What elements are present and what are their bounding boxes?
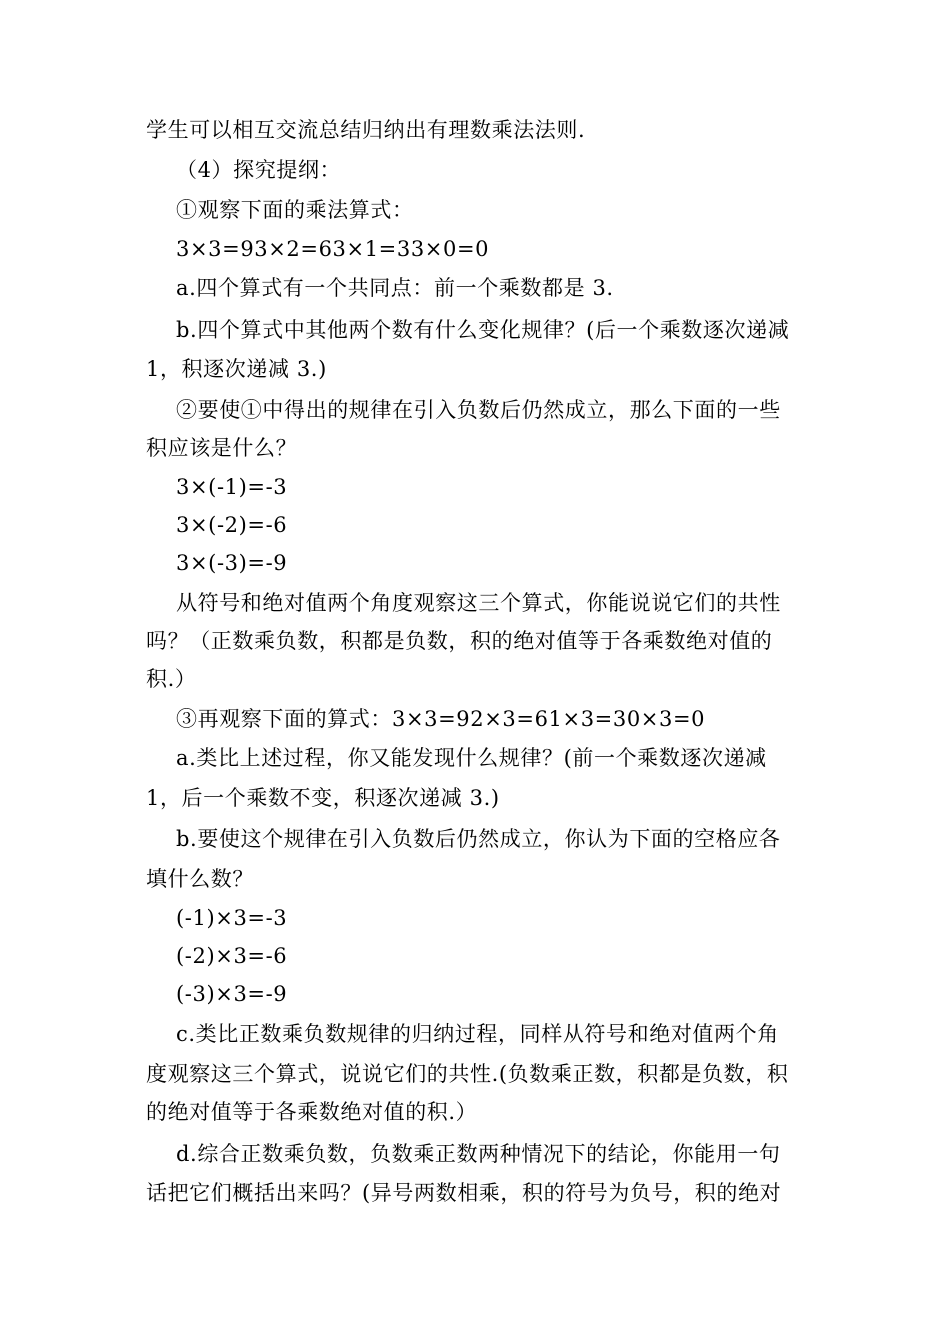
text-line: 积应该是什么？ (146, 436, 298, 460)
text-line: 1，后一个乘数不变，积逐次递减 3.) (146, 786, 500, 810)
equation-line: 3×3=93×2=63×1=33×0=0 (176, 237, 490, 261)
text-line: ①观察下面的乘法算式： (176, 198, 414, 222)
text-line: 学生可以相互交流总结归纳出有理数乘法法则. (146, 118, 586, 142)
text-line: 积.） (146, 667, 197, 691)
text-line: ②要使①中得出的规律在引入负数后仍然成立，那么下面的一些 (176, 398, 781, 422)
equation-line: 3×(-2)=-6 (176, 513, 288, 537)
equation-line: (-1)×3=-3 (176, 906, 288, 930)
text-line: 填什么数？ (146, 867, 254, 891)
text-line: 话把它们概括出来吗？(异号两数相乘，积的符号为负号，积的绝对 (146, 1181, 782, 1205)
text-line: b.四个算式中其他两个数有什么变化规律？(后一个乘数逐次递减 (176, 318, 790, 342)
text-line: 1，积逐次递减 3.) (146, 357, 327, 381)
section-heading: （4）探究提纲： (176, 158, 342, 182)
text-line: 吗？（正数乘负数，积都是负数，积的绝对值等于各乘数绝对值的 (146, 629, 773, 653)
equation-line: 3×(-3)=-9 (176, 551, 288, 575)
text-line: c.类比正数乘负数规律的归纳过程，同样从符号和绝对值两个角 (176, 1022, 779, 1046)
text-line: ③再观察下面的算式：3×3=92×3=61×3=30×3=0 (176, 707, 706, 731)
text-line: a.类比上述过程，你又能发现什么规律？(前一个乘数逐次递减 (176, 746, 767, 770)
text-line: a.四个算式有一个共同点：前一个乘数都是 3. (176, 276, 614, 300)
equation-line: 3×(-1)=-3 (176, 475, 288, 499)
equation-line: (-2)×3=-6 (176, 944, 288, 968)
text-line: d.综合正数乘负数，负数乘正数两种情况下的结论，你能用一句 (176, 1142, 781, 1166)
text-line: 从符号和绝对值两个角度观察这三个算式，你能说说它们的共性 (176, 591, 781, 615)
text-line: b.要使这个规律在引入负数后仍然成立，你认为下面的空格应各 (176, 827, 781, 851)
text-line: 的绝对值等于各乘数绝对值的积.） (146, 1100, 478, 1124)
equation-line: (-3)×3=-9 (176, 982, 288, 1006)
text-line: 度观察这三个算式，说说它们的共性.(负数乘正数，积都是负数，积 (146, 1062, 789, 1086)
